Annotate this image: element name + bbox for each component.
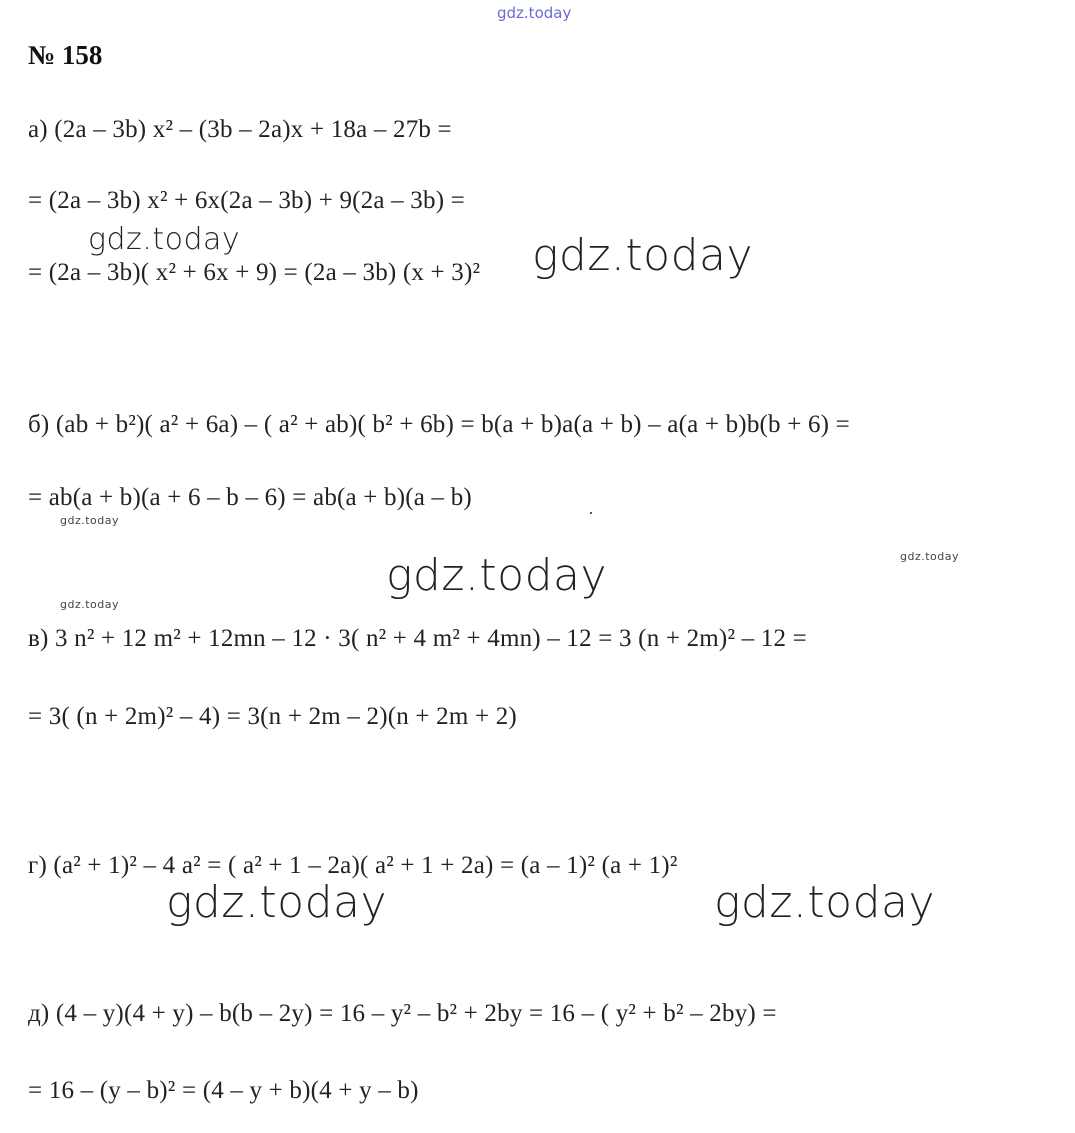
- site-watermark-top: gdz.today: [497, 4, 572, 22]
- part-b-line-2: = ab(a + b)(a + 6 – b – 6) = ab(a + b)(a – b): [28, 484, 472, 511]
- part-d-line-1: д) (4 – y)(4 + y) – b(b – 2y) = 16 – y² – b² + 2by = 16 – ( y² + b² – 2by) =: [28, 1000, 777, 1027]
- watermark: gdz.today: [88, 222, 241, 257]
- part-b-line-1: б) (ab + b²)( a² + 6a) – ( a² + ab)( b² + 6b) = b(a + b)a(a + b) – a(a + b)b(b + 6) =: [28, 411, 850, 438]
- part-v-line-2: = 3( (n + 2m)² – 4) = 3(n + 2m – 2)(n + 2m + 2): [28, 703, 517, 730]
- watermark: gdz.today: [166, 877, 388, 928]
- part-a-line-2: = (2a – 3b) x² + 6x(2a – 3b) + 9(2a – 3b) =: [28, 187, 465, 214]
- watermark: gdz.today: [714, 877, 936, 928]
- watermark: gdz.today: [386, 550, 608, 601]
- watermark: gdz.today: [532, 230, 754, 281]
- problem-number: № 158: [28, 40, 103, 70]
- stray-dot: [590, 512, 592, 514]
- watermark: gdz.today: [900, 550, 960, 563]
- watermark: gdz.today: [60, 514, 120, 527]
- watermark: gdz.today: [60, 598, 120, 611]
- part-g-line-1: г) (a² + 1)² – 4 a² = ( a² + 1 – 2a)( a² + 1 + 2a) = (a – 1)² (a + 1)²: [28, 852, 678, 879]
- part-a-line-3: = (2a – 3b)( x² + 6x + 9) = (2a – 3b) (x + 3)²: [28, 259, 481, 286]
- part-a-line-1: а) (2a – 3b) x² – (3b – 2a)x + 18a – 27b =: [28, 116, 452, 143]
- part-d-line-2: = 16 – (y – b)² = (4 – y + b)(4 + y – b): [28, 1077, 419, 1104]
- part-v-line-1: в) 3 n² + 12 m² + 12mn – 12 · 3( n² + 4 m² + 4mn) – 12 = 3 (n + 2m)² – 12 =: [28, 625, 807, 652]
